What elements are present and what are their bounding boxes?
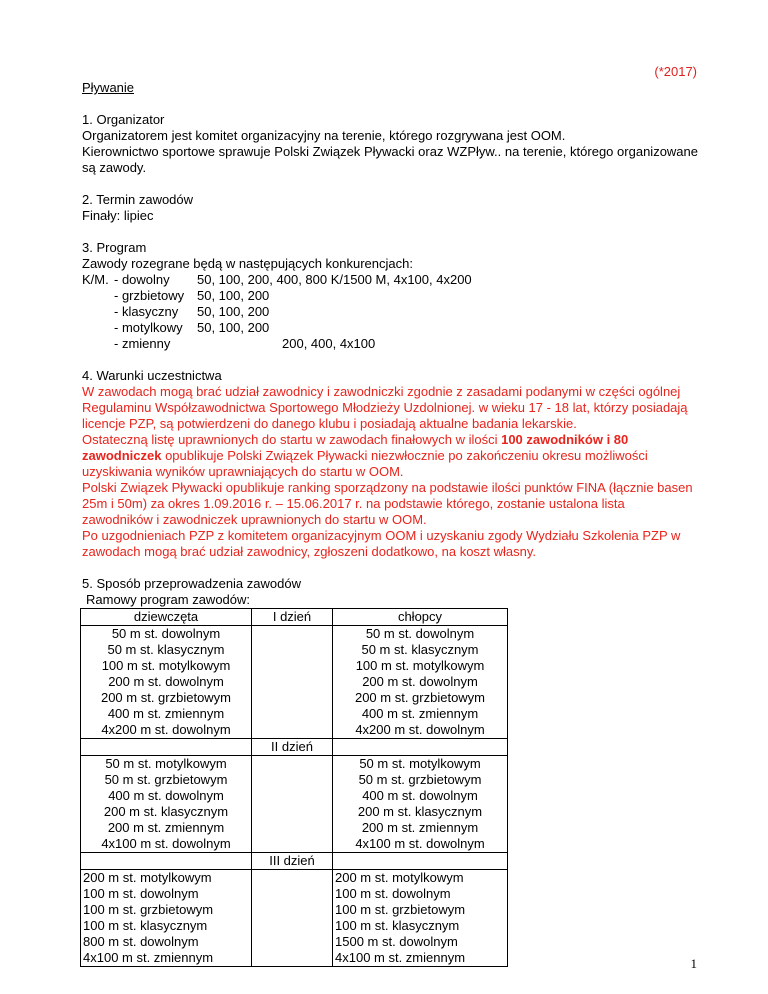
event: 50 m st. dowolnym <box>111 626 221 641</box>
event: 100 m st. dowolnym <box>335 886 451 901</box>
event: 200 m st. motylkowym <box>83 870 212 885</box>
event: 400 m st. zmiennym <box>361 706 479 721</box>
event: 200 m st. grzbietowym <box>100 690 232 705</box>
section-3-heading: 3. Program <box>82 240 147 255</box>
schedule-day-row <box>81 626 508 739</box>
program-style-distances: 50, 100, 200, 400, 800 K/1500 M, 4x100, 4x200 <box>197 272 472 287</box>
event: 50 m st. grzbietowym <box>104 772 228 787</box>
event: 200 m st. klasycznym <box>357 804 483 819</box>
program-style-name: - dowolny <box>114 272 170 287</box>
section-2 <box>82 192 698 224</box>
event: 400 m st. dowolnym <box>362 788 478 803</box>
schedule-day-row <box>81 756 508 853</box>
event: 100 m st. dowolnym <box>83 886 199 901</box>
section-4-p2 <box>82 432 698 480</box>
girls-events <box>81 870 252 967</box>
event: 100 m st. klasycznym <box>335 918 460 933</box>
section-2-heading: 2. Termin zawodów <box>82 192 194 207</box>
event: 50 m st. motylkowym <box>359 756 481 771</box>
schedule-table <box>80 608 508 967</box>
event: 200 m st. zmiennym <box>361 820 479 835</box>
day-label: III dzień <box>252 853 333 870</box>
event: 200 m st. dowolnym <box>362 674 478 689</box>
section-5-heading: 5. Sposób przeprowadzenia zawodów <box>82 576 301 591</box>
boys-events <box>333 756 508 853</box>
event: 1500 m st. dowolnym <box>335 934 458 949</box>
event: 200 m st. zmiennym <box>107 820 225 835</box>
day-spacer <box>252 756 333 853</box>
girls-events <box>81 626 252 739</box>
event: 50 m st. klasycznym <box>107 642 225 657</box>
program-style-name: - klasyczny <box>114 304 179 319</box>
event: 100 m st. motylkowym <box>355 658 485 673</box>
schedule-day-header <box>81 853 508 870</box>
schedule-day-row <box>81 870 508 967</box>
section-4-p2-end: opublikuje Polski Związek Pływacki niezwłocznie po zakończeniu okresu możliwości uzyskiwania wyników uprawniających do startu w OOM. <box>82 448 648 479</box>
day-spacer <box>252 870 333 967</box>
program-label: K/M. <box>82 272 109 287</box>
boys-events <box>333 626 508 739</box>
event: 50 m st. grzbietowym <box>358 772 482 787</box>
section-1 <box>82 112 698 176</box>
header-girls: dziewczęta <box>81 609 252 626</box>
program-style-name: - motylkowy <box>114 320 183 335</box>
section-1-p1: Organizatorem jest komitet organizacyjny na terenie, którego rozgrywana jest OOM. <box>82 128 566 143</box>
section-5-subheading: Ramowy program zawodów: <box>86 592 251 607</box>
page-title: Pływanie <box>82 80 135 95</box>
boys-events <box>333 870 508 967</box>
event: 4x100 m st. zmiennym <box>335 950 466 965</box>
event: 4x100 m st. dowolnym <box>355 836 485 851</box>
day-label: I dzień <box>252 609 333 626</box>
event: 50 m st. motylkowym <box>105 756 227 771</box>
event: 400 m st. dowolnym <box>108 788 224 803</box>
event: 200 m st. motylkowym <box>335 870 464 885</box>
section-1-heading: 1. Organizator <box>82 112 165 127</box>
section-4-p3: Polski Związek Pływacki opublikuje ranking sporządzony na podstawie ilości punktów FINA (łącznie basen 25m i 50m) za okres 1.09.2016 r. – 15.06.2017 r. na podstawie którego, zostanie ustalona lista zawodników i zawodniczek uprawnionych do startu w OOM. <box>82 480 693 527</box>
girls-events <box>81 756 252 853</box>
day-label: II dzień <box>252 739 333 756</box>
section-4-p1: W zawodach mogą brać udział zawodnicy i zawodniczki zgodnie z zasadami podanymi w części ogólnej Regulaminu Współzawodnictwa Sportowego Młodzieży Uzdolnionej. w wieku 17 - 18 lat, którzy posiadają licencje PZP, są potwierdzeni do danego klubu i posiadają aktualne badania lekarskie. <box>82 384 688 431</box>
section-4-p2-start: Ostateczną listę uprawnionych do startu w zawodach finałowych w ilości <box>82 432 502 447</box>
section-4-p2-quota: 100 zawodników i 80 zawodniczek <box>82 432 629 463</box>
event: 4x100 m st. dowolnym <box>101 836 231 851</box>
header-boys: chłopcy <box>333 609 508 626</box>
section-5 <box>82 576 698 967</box>
section-4-p4: Po uzgodnieniach PZP z komitetem organizacyjnym OOM i uzyskaniu zgody Wydziału Szkolenia PZP w zawodach mogą brać udział zawodnicy, zgłoszeni dodatkowo, na koszt własny. <box>82 528 681 559</box>
section-3 <box>82 240 698 352</box>
event: 100 m st. motylkowym <box>101 658 231 673</box>
program-style-name: - grzbietowy <box>114 288 185 303</box>
day-spacer <box>252 626 333 739</box>
program-style-distances: 50, 100, 200 <box>197 304 270 319</box>
event: 50 m st. klasycznym <box>361 642 479 657</box>
program-style-name: - zmienny <box>114 336 171 351</box>
program-list <box>82 272 698 352</box>
year-reference: (*2017) <box>654 64 697 79</box>
section-4-heading: 4. Warunki uczestnictwa <box>82 368 222 383</box>
section-1-p2: Kierownictwo sportowe sprawuje Polski Związek Pływacki oraz WZPływ.. na terenie, którego organizowane są zawody. <box>82 144 698 175</box>
program-style-distances: 50, 100, 200 <box>197 288 270 303</box>
section-3-intro: Zawody rozegrane będą w następujących konkurencjach: <box>82 256 413 271</box>
event: 200 m st. dowolnym <box>108 674 224 689</box>
event: 4x200 m st. dowolnym <box>101 722 231 737</box>
event: 800 m st. dowolnym <box>83 934 199 949</box>
event: 100 m st. grzbietowym <box>83 902 214 917</box>
event: 200 m st. klasycznym <box>103 804 229 819</box>
section-4 <box>82 368 698 560</box>
event: 4x100 m st. zmiennym <box>83 950 214 965</box>
page-number: 1 <box>690 956 697 971</box>
event: 50 m st. dowolnym <box>365 626 475 641</box>
program-style-distances: 50, 100, 200 <box>197 320 270 335</box>
event: 100 m st. grzbietowym <box>335 902 466 917</box>
event: 400 m st. zmiennym <box>107 706 225 721</box>
section-2-p1: Finały: lipiec <box>82 208 154 223</box>
event: 100 m st. klasycznym <box>83 918 208 933</box>
schedule-day-header <box>81 739 508 756</box>
document-body <box>82 80 698 967</box>
event: 200 m st. grzbietowym <box>354 690 486 705</box>
program-style-distances: 200, 400, 4x100 <box>282 336 376 351</box>
event: 4x200 m st. dowolnym <box>355 722 485 737</box>
schedule-header-row <box>81 609 508 626</box>
